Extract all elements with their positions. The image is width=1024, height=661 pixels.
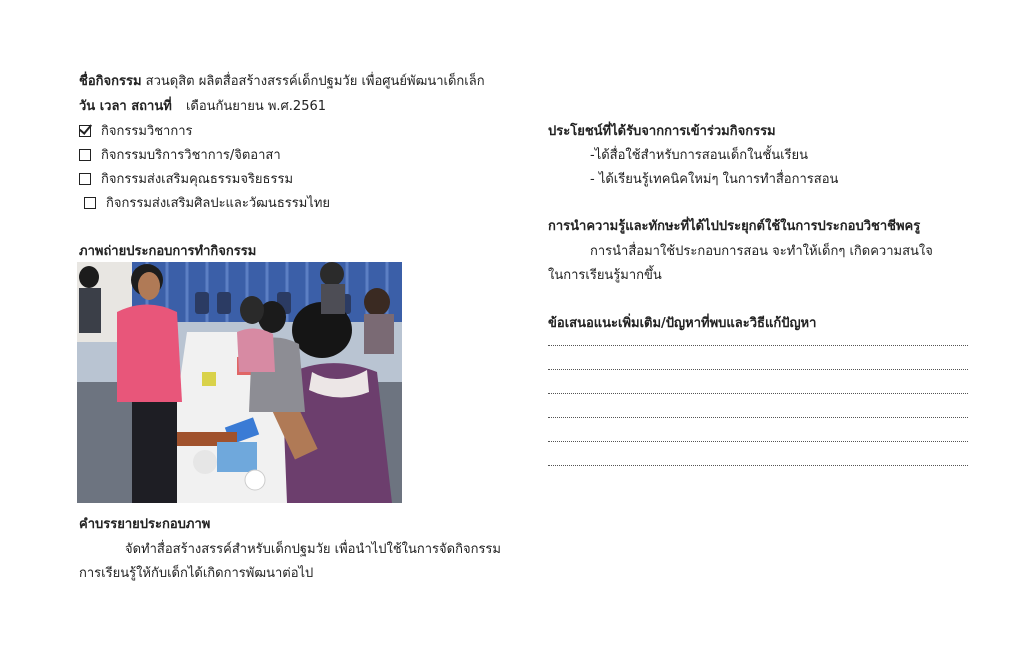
activity-photo-illustration [77, 262, 402, 503]
checkbox-label: กิจกรรมบริการวิชาการ/จิตอาสา [101, 148, 281, 163]
activity-name-label: ชื่อกิจกรรม [79, 74, 142, 89]
activity-date-value: เดือนกันยายน พ.ศ.2561 [185, 99, 327, 114]
suggestions-dotted-line[interactable] [548, 441, 968, 442]
activity-photo [77, 262, 402, 503]
benefits-heading: ประโยชน์ที่ได้รับจากการเข้าร่วมกิจกรรม [548, 124, 776, 139]
checkbox-icon[interactable] [79, 149, 91, 161]
checkbox-icon[interactable] [79, 173, 91, 185]
suggestions-heading: ข้อเสนอแนะเพิ่มเติม/ปัญหาที่พบและวิธีแก้ปัญหา [548, 316, 817, 331]
photo-heading: ภาพถ่ายประกอบการทำกิจกรรม [79, 244, 257, 259]
checkbox-label: กิจกรรมวิชาการ [101, 124, 193, 139]
activity-date-label: วัน เวลา สถานที่ [79, 99, 172, 114]
checkbox-label: กิจกรรมส่งเสริมคุณธรรมจริยธรรม [101, 172, 294, 187]
suggestions-dotted-line[interactable] [548, 417, 968, 418]
suggestions-dotted-line[interactable] [548, 393, 968, 394]
checkbox-row-academic[interactable] [79, 120, 192, 141]
application-line-1: การนำสื่อมาใช้ประกอบการสอน จะทำให้เด็กๆ เกิดความสนใจ [590, 244, 933, 259]
benefits-item-1: -ได้สื่อใช้สำหรับการสอนเด็กในชั้นเรียน [590, 148, 809, 163]
activity-name-value: สวนดุสิต ผลิตสื่อสร้างสรรค์เด็กปฐมวัย เพื่อศูนย์พัฒนาเด็กเล็ก [145, 74, 485, 89]
application-line-2: ในการเรียนรู้มากขึ้น [548, 268, 662, 283]
caption-line-2: การเรียนรู้ให้กับเด็กได้เกิดการพัฒนาต่อไป [79, 566, 314, 581]
activity-date-line [79, 95, 326, 116]
caption-heading: คำบรรยายประกอบภาพ [79, 517, 211, 532]
suggestions-dotted-line[interactable] [548, 369, 968, 370]
checkbox-row-culture[interactable] [84, 192, 330, 213]
checkbox-icon[interactable] [84, 197, 96, 209]
suggestions-dotted-line[interactable] [548, 345, 968, 346]
checkbox-row-ethics[interactable] [79, 168, 293, 189]
checkbox-row-service[interactable] [79, 144, 281, 165]
activity-name-line [79, 70, 485, 91]
checkbox-checked-icon[interactable] [79, 125, 91, 137]
caption-line-1: จัดทำสื่อสร้างสรรค์สำหรับเด็กปฐมวัย เพื่อนำไปใช้ในการจัดกิจกรรม [125, 542, 501, 557]
benefits-item-2: - ได้เรียนรู้เทคนิคใหม่ๆ ในการทำสื่อการสอน [590, 172, 839, 187]
checkbox-label: กิจกรรมส่งเสริมศิลปะและวัฒนธรรมไทย [106, 196, 331, 211]
suggestions-dotted-line[interactable] [548, 465, 968, 466]
application-heading: การนำความรู้และทักษะที่ได้ไปประยุกต์ใช้ในการประกอบวิชาชีพครู [548, 219, 921, 234]
